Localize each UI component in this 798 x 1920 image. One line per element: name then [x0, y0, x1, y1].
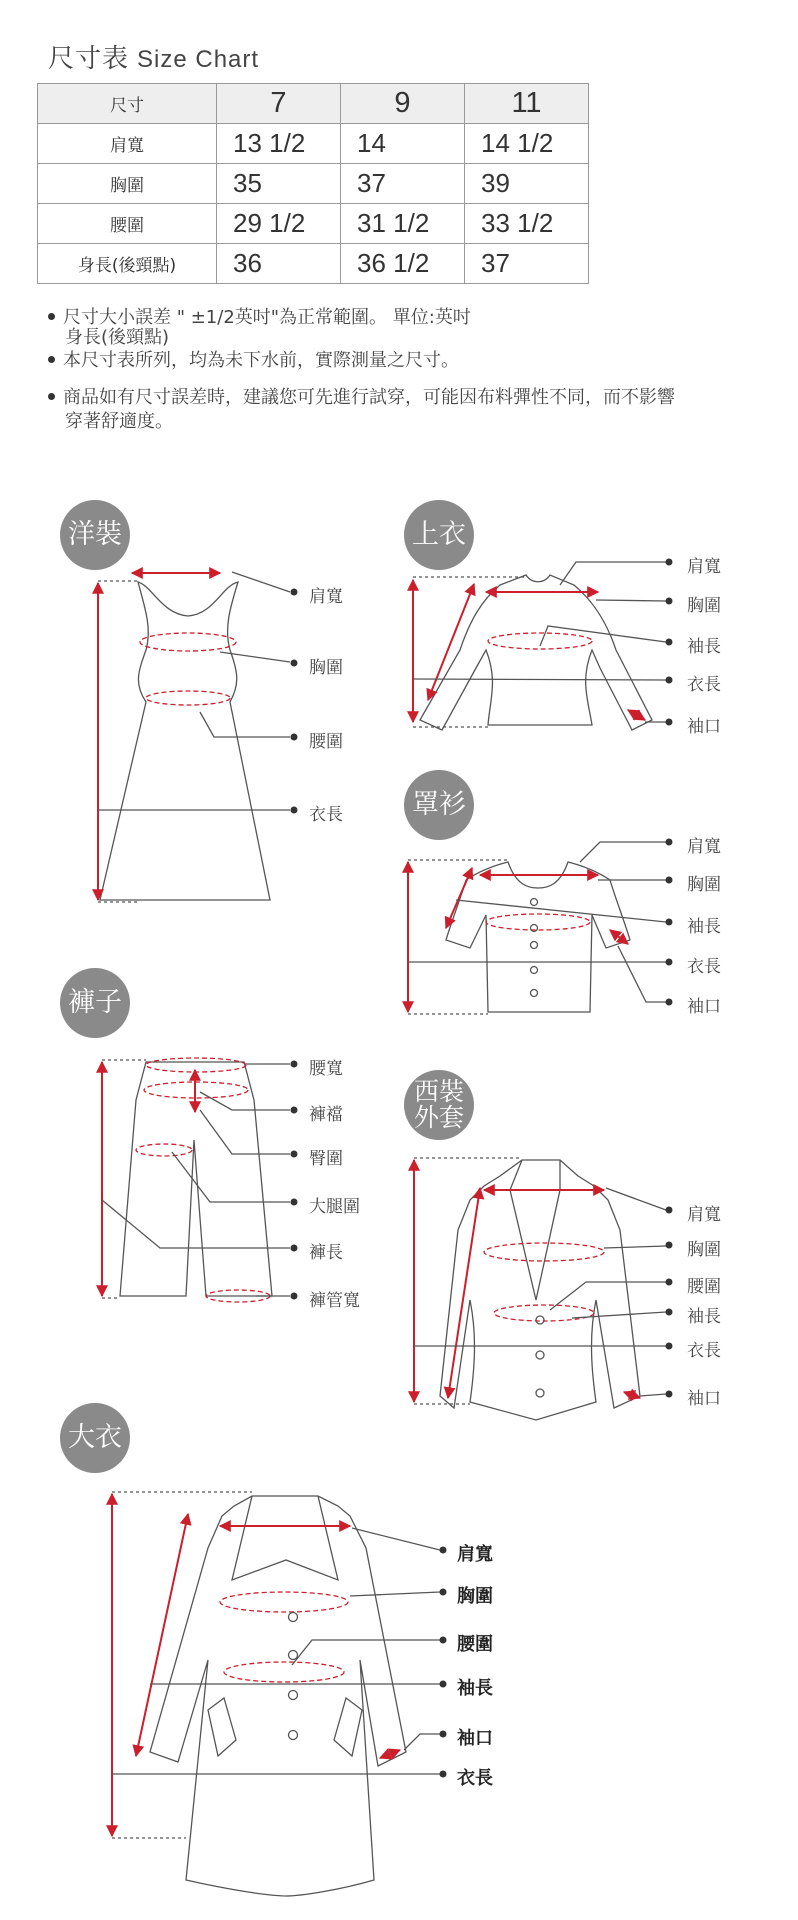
- label-pants-length: 褲長: [309, 1243, 343, 1263]
- label-jacket-shoulder: 肩寬: [687, 1205, 721, 1225]
- label-blouse-sleeve: 袖長: [687, 917, 721, 937]
- label-dress-chest: 胸圍: [309, 658, 343, 678]
- table-cell: 39: [465, 164, 589, 204]
- pants-diagram: [102, 1058, 298, 1302]
- badge-jacket: [404, 1070, 474, 1140]
- label-pants-rise: 褲襠: [309, 1105, 343, 1125]
- badge-coat: 大衣: [60, 1403, 130, 1473]
- label-top-length: 衣長: [687, 675, 721, 695]
- pants-waist-ellipse: [146, 1058, 246, 1072]
- table-header-label: 尺寸: [38, 84, 217, 124]
- label-top-sleeve: 袖長: [687, 637, 721, 657]
- label-pants-thigh: 大腿圍: [309, 1197, 360, 1217]
- table-cell: 29 1/2: [217, 204, 341, 244]
- jacket-sleeve-arrow: [448, 1188, 480, 1398]
- jacket-chest-ellipse: [484, 1243, 604, 1261]
- label-jacket-sleeve: 袖長: [687, 1307, 721, 1327]
- badge-jacket-line1: 西裝: [413, 1077, 464, 1106]
- label-coat-cuff: 袖口: [457, 1728, 493, 1749]
- row-label: 肩寬: [38, 124, 217, 164]
- table-cell: 37: [465, 244, 589, 284]
- pants-thigh-ellipse: [136, 1144, 192, 1156]
- label-pants-hip: 臀圍: [309, 1149, 343, 1169]
- label-jacket-waist: 腰圍: [687, 1277, 721, 1297]
- size-col-7: 7: [217, 84, 341, 124]
- label-coat-sleeve: 袖長: [457, 1678, 493, 1699]
- table-cell: 14: [341, 124, 465, 164]
- row-label: 胸圍: [38, 164, 217, 204]
- coat-waist-ellipse: [224, 1662, 344, 1682]
- note-1b: 身長(後頸點): [65, 327, 170, 348]
- label-jacket-length: 衣長: [687, 1341, 721, 1361]
- badge-dress: 洋裝: [60, 500, 130, 570]
- badge-blouse: 罩衫: [404, 770, 474, 840]
- label-top-cuff: 袖口: [687, 717, 721, 737]
- table-cell: 36 1/2: [341, 244, 465, 284]
- badge-pants: 褲子: [60, 968, 130, 1038]
- label-coat-chest: 胸圍: [457, 1586, 493, 1607]
- size-col-9: 9: [341, 84, 465, 124]
- jacket-outline: [440, 1160, 640, 1420]
- label-jacket-chest: 胸圍: [687, 1240, 721, 1260]
- dress-waist-ellipse: [146, 691, 230, 705]
- table-cell: 36: [217, 244, 341, 284]
- label-dress-waist: 腰圍: [309, 732, 343, 752]
- dress-outline: [100, 582, 270, 900]
- label-coat-shoulder: 肩寬: [457, 1544, 493, 1565]
- jacket-diagram: [414, 1158, 673, 1420]
- table-cell: 37: [341, 164, 465, 204]
- note-1: 尺寸大小誤差 " ±1/2英吋"為正常範圍。 單位:英吋: [63, 307, 471, 328]
- label-pants-waist: 腰寬: [309, 1059, 343, 1079]
- coat-lapel: [232, 1496, 338, 1580]
- coat-pockets: [208, 1698, 362, 1756]
- top-sleeve-arrow: [428, 584, 474, 700]
- dress-guide: [98, 581, 140, 902]
- table-cell: 35: [217, 164, 341, 204]
- label-dress-length: 衣長: [309, 805, 343, 825]
- blouse-diagram: [408, 839, 673, 1015]
- label-coat-length: 衣長: [457, 1768, 493, 1789]
- table-cell: 31 1/2: [341, 204, 465, 244]
- label-dress-shoulder: 肩寬: [309, 587, 343, 607]
- label-blouse-chest: 胸圍: [687, 875, 721, 895]
- blouse-outline: [446, 862, 630, 1012]
- label-jacket-cuff: 袖口: [687, 1389, 721, 1409]
- note-2: 本尺寸表所列，均為未下水前，實際測量之尺寸。: [63, 350, 459, 371]
- jacket-cuff-arrow: [624, 1392, 640, 1398]
- top-diagram: [413, 559, 673, 731]
- row-label: 腰圍: [38, 204, 217, 244]
- coat-outline: [150, 1496, 406, 1896]
- title-zh: 尺寸表: [48, 44, 130, 74]
- top-chest-ellipse: [488, 633, 592, 649]
- note-3b: 穿著舒適度。: [65, 411, 173, 432]
- coat-chest-ellipse: [220, 1592, 348, 1612]
- blouse-cuff-arrow: [610, 930, 628, 944]
- blouse-leaders: [408, 842, 666, 1002]
- table-cell: 13 1/2: [217, 124, 341, 164]
- badge-top: 上衣: [404, 500, 474, 570]
- label-pants-hem: 褲管寬: [309, 1291, 360, 1311]
- dress-chest-ellipse: [140, 633, 236, 651]
- dress-diagram: [98, 572, 298, 902]
- size-col-11: 11: [465, 84, 589, 124]
- title-en: Size Chart: [137, 46, 260, 73]
- label-blouse-shoulder: 肩寬: [687, 837, 721, 857]
- coat-sleeve-arrow: [136, 1514, 188, 1756]
- table-cell: 14 1/2: [465, 124, 589, 164]
- jacket-lapel: [510, 1160, 560, 1300]
- coat-diagram: [112, 1492, 447, 1896]
- label-top-shoulder: 肩寬: [687, 557, 721, 577]
- top-cuff-arrow: [628, 710, 645, 720]
- note-3: 商品如有尺寸誤差時，建議您可先進行試穿，可能因布料彈性不同，而不影響: [63, 387, 675, 408]
- table-cell: 33 1/2: [465, 204, 589, 244]
- label-coat-waist: 腰圍: [457, 1634, 493, 1655]
- top-outline: [420, 575, 652, 730]
- label-top-chest: 胸圍: [687, 596, 721, 616]
- badge-jacket-line2: 外套: [413, 1103, 464, 1132]
- coat-leaders: [112, 1528, 440, 1774]
- label-blouse-cuff: 袖口: [687, 997, 721, 1017]
- label-blouse-length: 衣長: [687, 957, 721, 977]
- blouse-sleeve-arrow: [446, 868, 472, 928]
- row-label: 身長(後頸點): [38, 244, 217, 284]
